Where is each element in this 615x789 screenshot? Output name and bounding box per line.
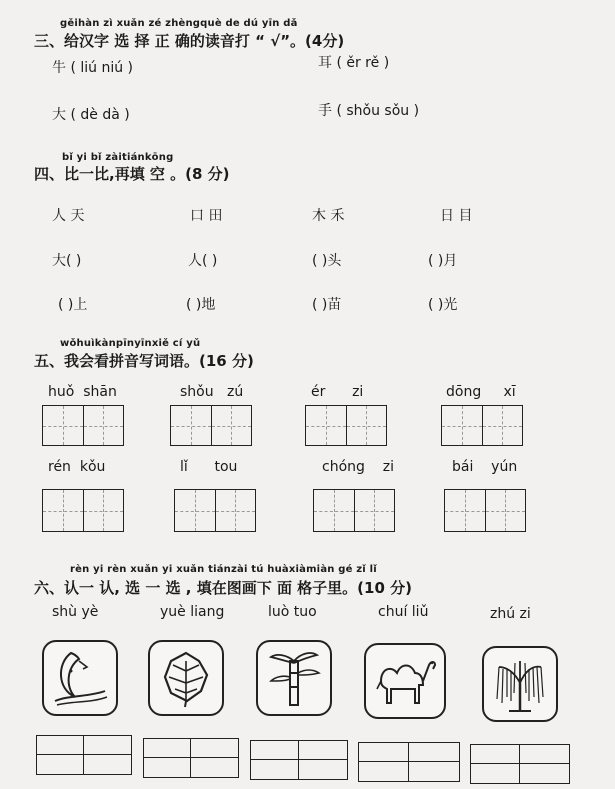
s4-blank[interactable]: ( )光	[428, 297, 458, 313]
syllable: tou	[214, 459, 238, 475]
s4-pair: 口 田	[190, 208, 223, 224]
s3-item-er	[318, 52, 389, 72]
s3-item-options: ( dè dà )	[70, 107, 130, 123]
s3-item-char: 牛	[52, 60, 66, 76]
tianzige-box[interactable]	[42, 405, 124, 446]
s6-label: yuè liang	[160, 604, 225, 620]
moon-icon	[49, 647, 111, 709]
s3-item-options: ( ěr rě )	[336, 55, 390, 71]
s4-title: 四、比一比,再填 空 。(8 分)	[34, 165, 230, 183]
answer-box[interactable]	[36, 735, 132, 775]
bamboo-icon	[263, 647, 325, 709]
s4-blank[interactable]: ( )地	[186, 297, 216, 313]
syllable: chóng	[322, 459, 365, 475]
syllable: kǒu	[79, 459, 106, 475]
s5-pinyin-word	[48, 384, 117, 400]
s3-title: 三、给汉字 选 择 正 确的读音打 “ √”。(4分)	[34, 32, 345, 50]
s5-pinyin: wǒhuìkànpīnyīnxiě cí yǔ	[60, 338, 201, 349]
s4-blank[interactable]: 人( )	[188, 253, 218, 269]
tianzige-box[interactable]	[42, 489, 124, 532]
s6-pinyin: rèn yi rèn xuǎn yi xuǎn tiánzài tú huàxiàmiàn gé zǐ lǐ	[70, 564, 377, 575]
s3-item-shou	[318, 100, 419, 120]
s5-pinyin-word	[48, 459, 105, 475]
syllable: rén	[48, 459, 71, 475]
tianzige-box[interactable]	[305, 405, 387, 446]
willow-picture	[482, 646, 558, 722]
s4-blank[interactable]: 大( )	[52, 253, 82, 269]
s6-title: 六、认一 认, 选 一 选 , 填在图画下 面 格子里。(10 分)	[34, 579, 412, 597]
s6-label: chuí liǔ	[378, 604, 429, 620]
syllable: huǒ	[48, 384, 75, 400]
s4-pair: 人 天	[52, 208, 85, 224]
syllable: zi	[382, 459, 394, 475]
s5-pinyin-word	[452, 459, 517, 475]
tianzige-box[interactable]	[444, 489, 526, 532]
s6-label: zhú zi	[490, 606, 531, 622]
s3-item-options: ( liú niú )	[70, 60, 134, 76]
syllable: shǒu	[180, 384, 214, 400]
tianzige-box[interactable]	[441, 405, 523, 446]
s5-pinyin-word	[446, 384, 516, 400]
leaf-icon	[155, 647, 217, 709]
s6-label: luò tuo	[268, 604, 317, 620]
s5-pinyin-word	[311, 384, 363, 400]
s5-pinyin-word	[180, 384, 243, 400]
syllable: ér	[311, 384, 326, 400]
s5-pinyin-word	[180, 459, 237, 475]
s3-item-da	[52, 104, 130, 124]
syllable: yún	[491, 459, 518, 475]
s6-label: shù yè	[52, 604, 99, 620]
syllable: lǐ	[180, 459, 188, 475]
leaf-picture	[148, 640, 224, 716]
s3-item-char: 手	[318, 103, 332, 119]
s4-pinyin: bǐ yi bǐ zàitiánkōng	[62, 152, 174, 163]
s3-item-char: 大	[52, 107, 66, 123]
syllable: zú	[226, 384, 244, 400]
s4-blank[interactable]: ( )苗	[312, 297, 342, 313]
s3-item-char: 耳	[318, 55, 332, 71]
camel-picture	[364, 643, 446, 719]
syllable: zi	[352, 384, 364, 400]
tianzige-box[interactable]	[174, 489, 256, 532]
answer-box[interactable]	[143, 738, 239, 778]
answer-box[interactable]	[250, 740, 348, 780]
s4-blank[interactable]: ( )月	[428, 253, 458, 269]
s4-blank[interactable]: ( )上	[58, 297, 88, 313]
syllable: shān	[83, 384, 117, 400]
syllable: bái	[452, 459, 474, 475]
bamboo-picture	[256, 640, 332, 716]
s4-pair: 木 禾	[312, 208, 345, 224]
s5-title: 五、我会看拼音写词语。(16 分)	[34, 352, 254, 370]
s3-item-niu	[52, 57, 133, 77]
answer-box[interactable]	[470, 744, 570, 784]
tianzige-box[interactable]	[313, 489, 395, 532]
syllable: dōng	[446, 384, 482, 400]
s3-pinyin: gěihàn zì xuǎn zé zhèngquè de dú yīn dǎ	[60, 18, 298, 29]
tianzige-box[interactable]	[170, 405, 252, 446]
s5-pinyin-word	[322, 459, 394, 475]
syllable: xī	[503, 384, 516, 400]
camel-icon	[371, 651, 439, 711]
s4-blank[interactable]: ( )头	[312, 253, 342, 269]
answer-box[interactable]	[358, 742, 460, 782]
moon-picture	[42, 640, 118, 716]
willow-icon	[489, 653, 551, 715]
s3-item-options: ( shǒu sǒu )	[336, 103, 420, 119]
s4-pair: 日 目	[440, 208, 473, 224]
